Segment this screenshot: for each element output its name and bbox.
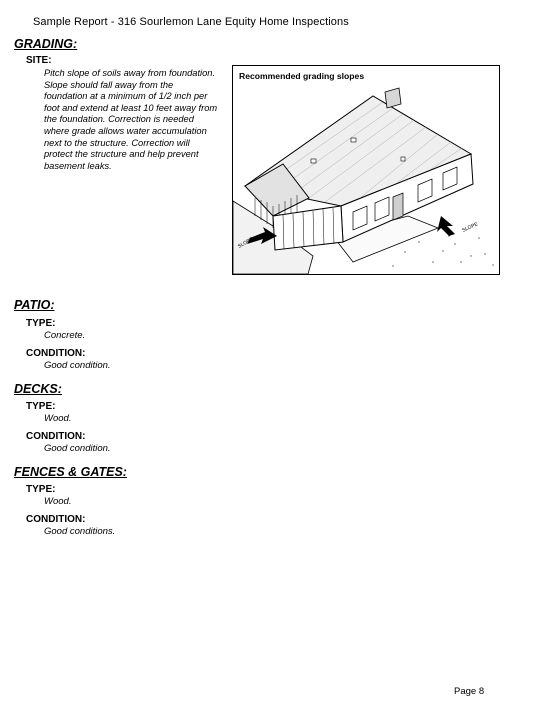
site-line: protect the structure and help prevent [44, 149, 199, 160]
decks-condition-value: Good condition. [44, 443, 111, 454]
patio-condition-label: CONDITION: [26, 348, 86, 359]
patio-type-label: TYPE: [26, 318, 56, 329]
site-description [44, 68, 232, 172]
section-heading-fences-gates: FENCES & GATES: [14, 465, 127, 479]
site-line: Slope should fall away from the [44, 79, 174, 90]
svg-text:SLOPE: SLOPE [461, 221, 479, 234]
decks-condition-label: CONDITION: [26, 431, 86, 442]
svg-text:SLOPE: SLOPE [237, 236, 255, 250]
fences-type-label: TYPE: [26, 484, 56, 495]
fences-condition-label: CONDITION: [26, 514, 86, 525]
section-heading-grading: GRADING: [14, 37, 78, 51]
fences-condition-value: Good conditions. [44, 526, 116, 537]
fences-type-value: Wood. [44, 496, 72, 507]
section-heading-patio: PATIO: [14, 298, 55, 312]
section-heading-decks: DECKS: [14, 382, 62, 396]
site-line: where grade allows water accumulation [44, 125, 207, 136]
patio-type-value: Concrete. [44, 330, 86, 341]
site-line: basement leaks. [44, 160, 112, 171]
house-illustration [233, 66, 499, 274]
figure-title: Recommended grading slopes [239, 71, 365, 81]
decks-type-value: Wood. [44, 413, 72, 424]
site-label: SITE: [26, 55, 52, 66]
decks-type-label: TYPE: [26, 401, 56, 412]
site-line: next to the structure. Correction will [44, 137, 190, 148]
patio-condition-value: Good condition. [44, 360, 111, 371]
grading-slopes-figure [232, 65, 500, 275]
report-header: Sample Report - 316 Sourlemon Lane Equity Home Inspections [33, 16, 349, 28]
site-line: the foundation. Correction is needed [44, 114, 194, 125]
site-line: Pitch slope of soils away from foundation. [44, 68, 216, 78]
site-line: foot and extend at least 10 feet away from [44, 102, 218, 113]
page-number: Page 8 [454, 686, 485, 697]
site-line: foundation at a minimum of 1/2 inch per [44, 91, 208, 102]
